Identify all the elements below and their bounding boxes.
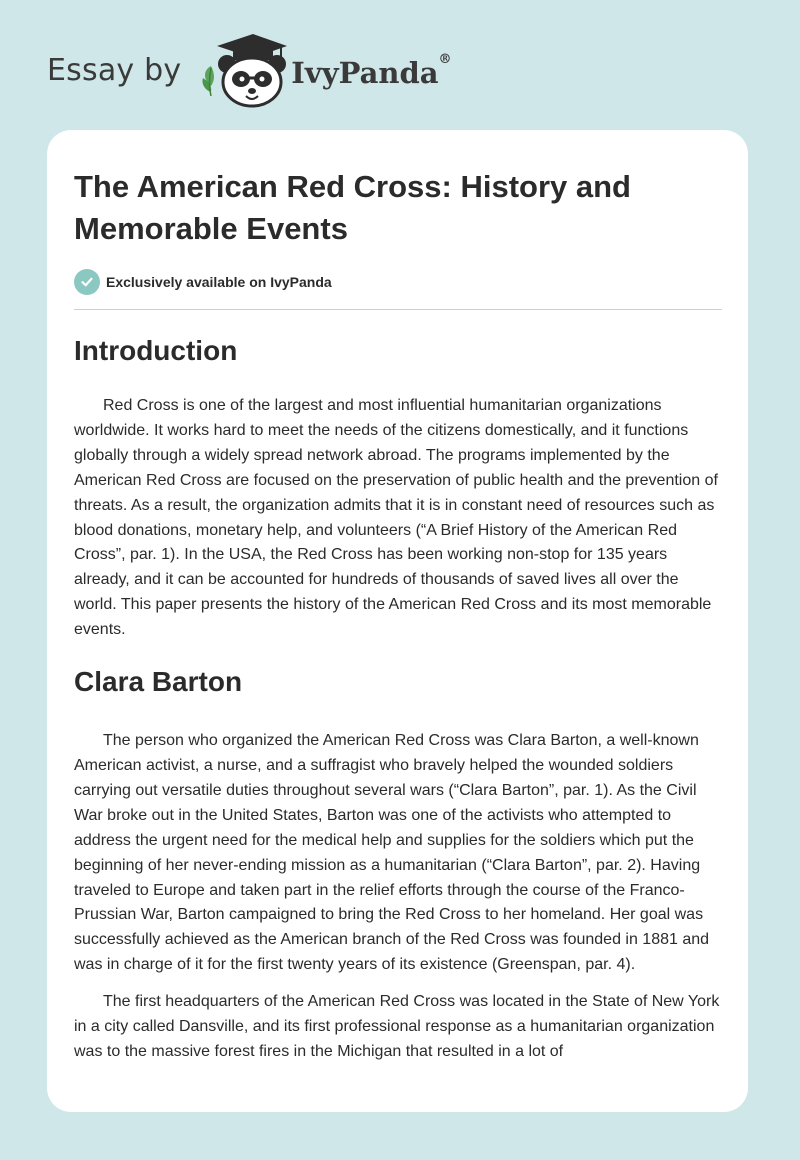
- divider: [74, 309, 722, 310]
- article-content: [74, 166, 722, 1065]
- article-card: [47, 130, 748, 1112]
- section-heading-introduction: Introduction: [74, 335, 238, 366]
- check-circle-icon: [74, 269, 100, 295]
- panda-logo-icon: [197, 30, 289, 110]
- paragraph: Red Cross is one of the largest and most influential humanitarian organizations worldwide. It works hard to meet the needs of the citizens domestically, and it functions globally through a widely spread network abroad. The programs implemented by the American Red Cross are focused on the preservation of public health and the prevention of threats. As a result, the organization admits that it is in constant need of resources such as blood donations, monetary help, and volunteers (“A Brief History of the American Red Cross”, par. 1). In the USA, the Red Cross has been working non-stop for 135 years already, and it can be accounted for hundreds of thousands of saved lives all over the world. This paper presents the history of the American Red Cross and its most memorable events.: [74, 397, 718, 639]
- exclusive-badge: [74, 268, 722, 296]
- essay-by-label: Essay by: [47, 52, 182, 88]
- paragraph: The person who organized the American Red Cross was Clara Barton, a well-known American activist, a nurse, and a suffragist who bravely helped the wounded soldiers carrying out versatile duties throughout several wars (“Clara Barton”, par. 1). As the Civil War broke out in the United States, Barton was one of the activists who attempted to address the urgent need for the medical help and supplies for the soldiers which put the beginning of her never-ending mission as a humanitarian (“Clara Barton”, par. 2). Having traveled to Europe and taken part in the relief efforts through the course of the Franco-Prussian War, Barton campaigned to bring the Red Cross to her homeland. Her goal was successfully achieved as the American branch of the Red Cross was founded in 1881 and was in charge of it for the first twenty years of its existence (Greenspan, par. 4).: [74, 732, 710, 974]
- ivy-leaf-icon: [203, 66, 215, 96]
- article-title: The American Red Cross: History and Memorable Events: [74, 169, 631, 246]
- site-header: [47, 30, 452, 110]
- brand-name: IvyPanda®: [291, 52, 452, 90]
- registered-mark: ®: [438, 52, 452, 67]
- paragraph: The first headquarters of the American Red Cross was located in the State of New York in a city called Dansville, and its first professional response as a humanitarian organization was to the massive forest fires in the Michigan that resulted in a lot of: [74, 993, 720, 1060]
- section-heading-clara-barton: Clara Barton: [74, 666, 243, 698]
- exclusive-badge-label: Exclusively available on IvyPanda: [106, 274, 332, 290]
